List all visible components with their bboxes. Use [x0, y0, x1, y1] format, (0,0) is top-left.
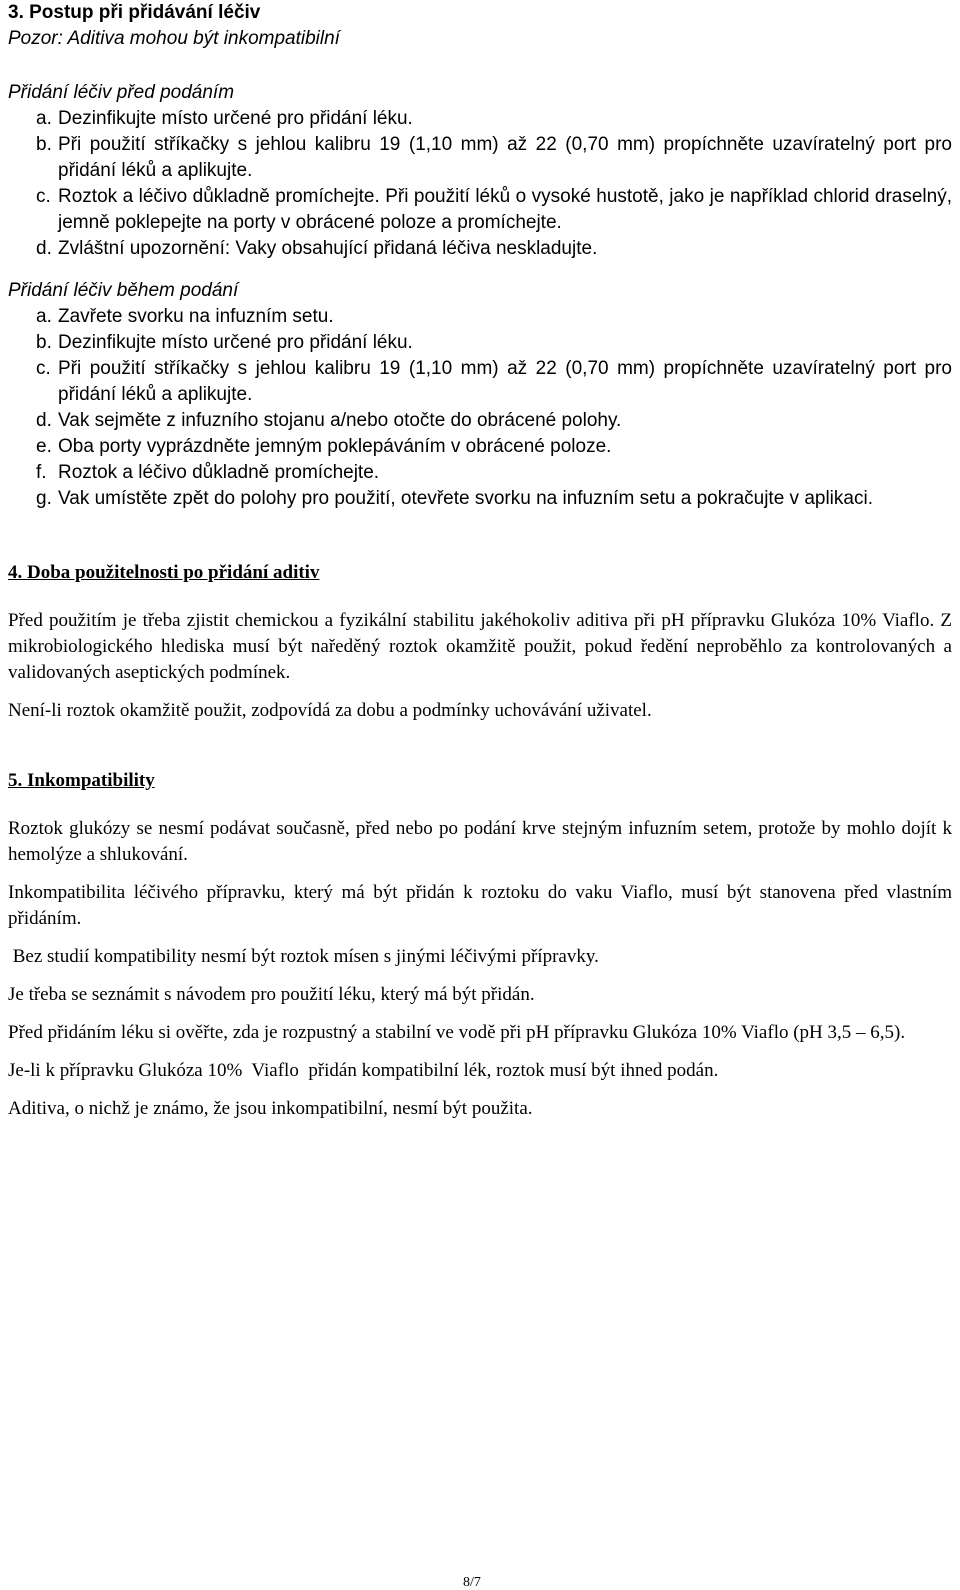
list-item	[36, 408, 952, 434]
list-item-label: c.	[36, 358, 51, 379]
list-item-label: e.	[36, 436, 52, 457]
paragraph: Před použitím je třeba zjistit chemickou a fyzikální stabilitu jakéhokoliv aditiva při pH přípravku Glukóza 10% Viaflo. Z mikrobiologického hlediska musí být naředěný roztok okamžitě použit, pokud ředění neproběhlo za kontrolovaných a validovaných aseptických podmínek.	[8, 610, 952, 683]
during-administration-list	[8, 304, 952, 512]
list-item-label: d.	[36, 410, 52, 431]
paragraph: Aditiva, o nichž je známo, že jsou inkompatibilní, nesmí být použita.	[8, 1098, 533, 1119]
document-page	[8, 0, 952, 1122]
list-item-text: Zavřete svorku na infuzním setu.	[58, 306, 334, 327]
list-item-label: a.	[36, 306, 52, 327]
section-4	[8, 560, 952, 724]
list-item	[36, 356, 952, 408]
list-item	[36, 486, 952, 512]
list-item-text: Vak umístěte zpět do polohy pro použití, otevřete svorku na infuzním setu a pokračujte v aplikaci.	[58, 488, 873, 509]
before-administration-title: Přidání léčiv před podáním	[8, 82, 235, 103]
before-administration-list	[8, 106, 952, 262]
list-item-label: b.	[36, 134, 52, 155]
paragraph: Roztok glukózy se nesmí podávat současně, před nebo po podání krve stejným infuzním setem, protože by mohlo dojít k hemolýze a shlukování.	[8, 818, 952, 865]
list-item	[36, 184, 952, 236]
paragraph: Je-li k přípravku Glukóza 10% Viaflo přidán kompatibilní lék, roztok musí být ihned podán.	[8, 1060, 719, 1081]
list-item-label: g.	[36, 488, 52, 509]
list-item	[36, 304, 952, 330]
paragraph: Není-li roztok okamžitě použit, zodpovídá za dobu a podmínky uchovávání uživatel.	[8, 700, 652, 721]
list-item-text: Zvláštní upozornění: Vaky obsahující přidaná léčiva neskladujte.	[58, 238, 598, 259]
list-item-label: a.	[36, 108, 52, 129]
section-3	[8, 0, 952, 512]
during-administration-title: Přidání léčiv během podání	[8, 280, 239, 301]
section-3-warning: Pozor: Aditiva mohou být inkompatibilní	[8, 28, 340, 49]
section-4-title: 4. Doba použitelnosti po přidání aditiv	[8, 562, 320, 583]
list-item	[36, 460, 952, 486]
list-item	[36, 330, 952, 356]
paragraph: Bez studií kompatibility nesmí být roztok mísen s jinými léčivými přípravky.	[8, 946, 599, 967]
list-item-text: Dezinfikujte místo určené pro přidání léku.	[58, 108, 413, 129]
section-3-title: 3. Postup při přidávání léčiv	[8, 2, 261, 23]
paragraph: Inkompatibilita léčivého přípravku, který má být přidán k roztoku do vaku Viaflo, musí být stanovena před vlastním přidáním.	[8, 882, 952, 929]
list-item-label: b.	[36, 332, 52, 353]
list-item-text: Dezinfikujte místo určené pro přidání léku.	[58, 332, 413, 353]
list-item-label: f.	[36, 462, 47, 483]
list-item-text: Roztok a léčivo důkladně promíchejte. Při použití léků o vysoké hustotě, jako je například chlorid draselný, jemně poklepejte na porty v obrácené poloze a promíchejte.	[58, 186, 952, 233]
list-item-text: Vak sejměte z infuzního stojanu a/nebo otočte do obrácené polohy.	[58, 410, 622, 431]
list-item-text: Při použití stříkačky s jehlou kalibru 19 (1,10 mm) až 22 (0,70 mm) propíchněte uzavíratelný port pro přidání léků a aplikujte.	[58, 134, 952, 181]
list-item-text: Roztok a léčivo důkladně promíchejte.	[58, 462, 380, 483]
section-5-title: 5. Inkompatibility	[8, 770, 155, 791]
list-item-label: c.	[36, 186, 51, 207]
list-item	[36, 132, 952, 184]
list-item-text: Při použití stříkačky s jehlou kalibru 19 (1,10 mm) až 22 (0,70 mm) propíchněte uzavíratelný port pro přidání léků a aplikujte.	[58, 358, 952, 405]
paragraph: Před přidáním léku si ověřte, zda je rozpustný a stabilní ve vodě při pH přípravku Glukóza 10% Viaflo (pH 3,5 – 6,5).	[8, 1022, 906, 1043]
section-5	[8, 768, 952, 1122]
list-item-text: Oba porty vyprázdněte jemným poklepáváním v obrácené poloze.	[58, 436, 612, 457]
page-number: 8/7	[463, 1575, 481, 1590]
paragraph: Je třeba se seznámit s návodem pro použití léku, který má být přidán.	[8, 984, 535, 1005]
list-item	[36, 106, 952, 132]
list-item	[36, 434, 952, 460]
list-item-label: d.	[36, 238, 52, 259]
list-item	[36, 236, 952, 262]
